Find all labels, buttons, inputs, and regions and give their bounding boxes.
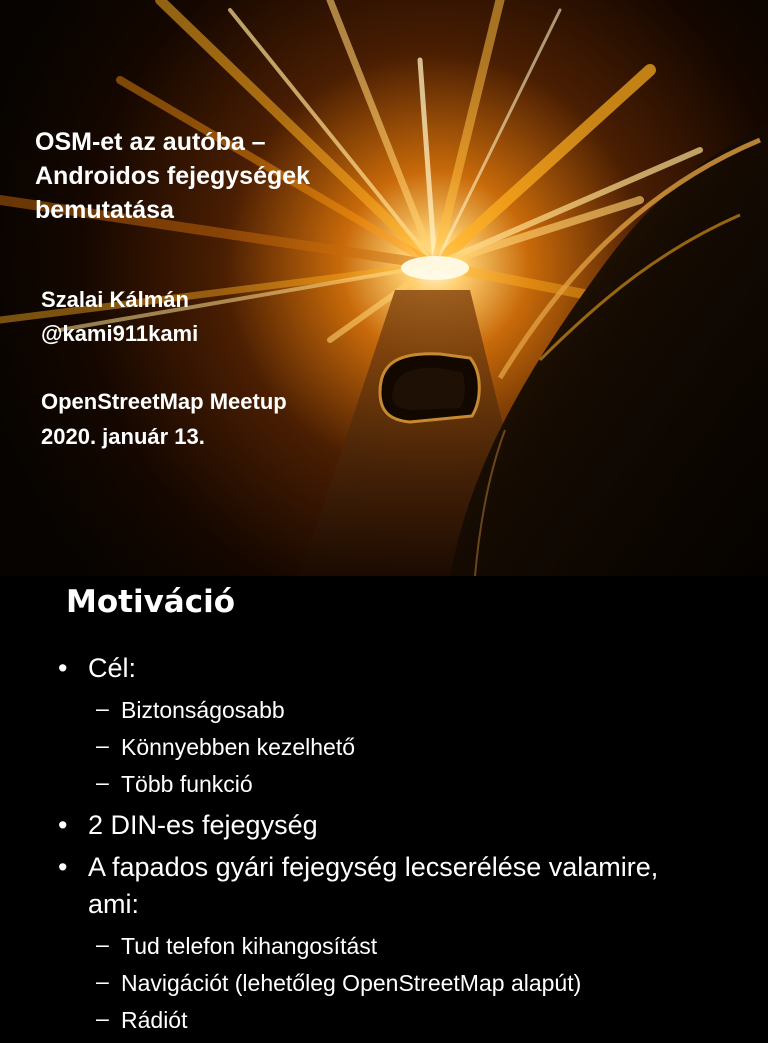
sub-list bbox=[0, 928, 768, 1039]
sub-bullet-text: Tud telefon kihangosítást bbox=[121, 933, 378, 959]
dash-icon: – bbox=[96, 695, 109, 721]
bullet-text: Cél: bbox=[88, 653, 137, 683]
sub-bullet-item bbox=[0, 729, 768, 766]
bullet-text: A fapados gyári fejegység lecserélése valamire, ami: bbox=[88, 852, 659, 919]
bullet-icon: • bbox=[58, 653, 68, 683]
dash-icon: – bbox=[96, 1005, 109, 1031]
sub-bullet-text: Rádiót bbox=[121, 1007, 188, 1033]
sub-bullet-item bbox=[0, 965, 768, 1002]
title-line: Androidos fejegységek bbox=[35, 162, 311, 190]
title-line: bemutatása bbox=[35, 196, 174, 224]
author-block bbox=[41, 283, 198, 351]
bullet-list bbox=[0, 650, 768, 1043]
sub-bullet-item bbox=[0, 928, 768, 965]
sub-bullet-item bbox=[0, 692, 768, 729]
sub-bullet-text: Több funkció bbox=[121, 771, 253, 797]
sub-list bbox=[0, 692, 768, 803]
event-date: 2020. január 13. bbox=[41, 424, 205, 449]
dash-icon: – bbox=[96, 732, 109, 758]
dash-icon: – bbox=[96, 769, 109, 795]
author-handle: @kami911kami bbox=[41, 321, 199, 346]
bullet-icon: • bbox=[58, 852, 68, 882]
bullet-text: 2 DIN-es fejegység bbox=[88, 810, 318, 840]
author-name: Szalai Kálmán bbox=[41, 287, 189, 312]
bullet-item bbox=[0, 650, 768, 687]
dash-icon: – bbox=[96, 931, 109, 957]
sub-bullet-item bbox=[0, 1002, 768, 1039]
sub-bullet-item bbox=[0, 766, 768, 803]
bullet-item bbox=[0, 849, 768, 923]
bullet-item bbox=[0, 807, 768, 844]
dash-icon: – bbox=[96, 968, 109, 994]
presentation-title bbox=[35, 125, 310, 227]
event-name: OpenStreetMap Meetup bbox=[41, 389, 287, 414]
title-line: OSM-et az autóba – bbox=[35, 128, 266, 156]
sub-bullet-text: Könnyebben kezelhető bbox=[121, 734, 356, 760]
slide-heading: Motiváció bbox=[66, 584, 236, 620]
bullet-icon: • bbox=[58, 810, 68, 840]
sub-bullet-text: Biztonságosabb bbox=[121, 697, 285, 723]
event-block bbox=[41, 384, 287, 454]
sub-bullet-text: Navigációt (lehetőleg OpenStreetMap alapút) bbox=[121, 970, 582, 996]
